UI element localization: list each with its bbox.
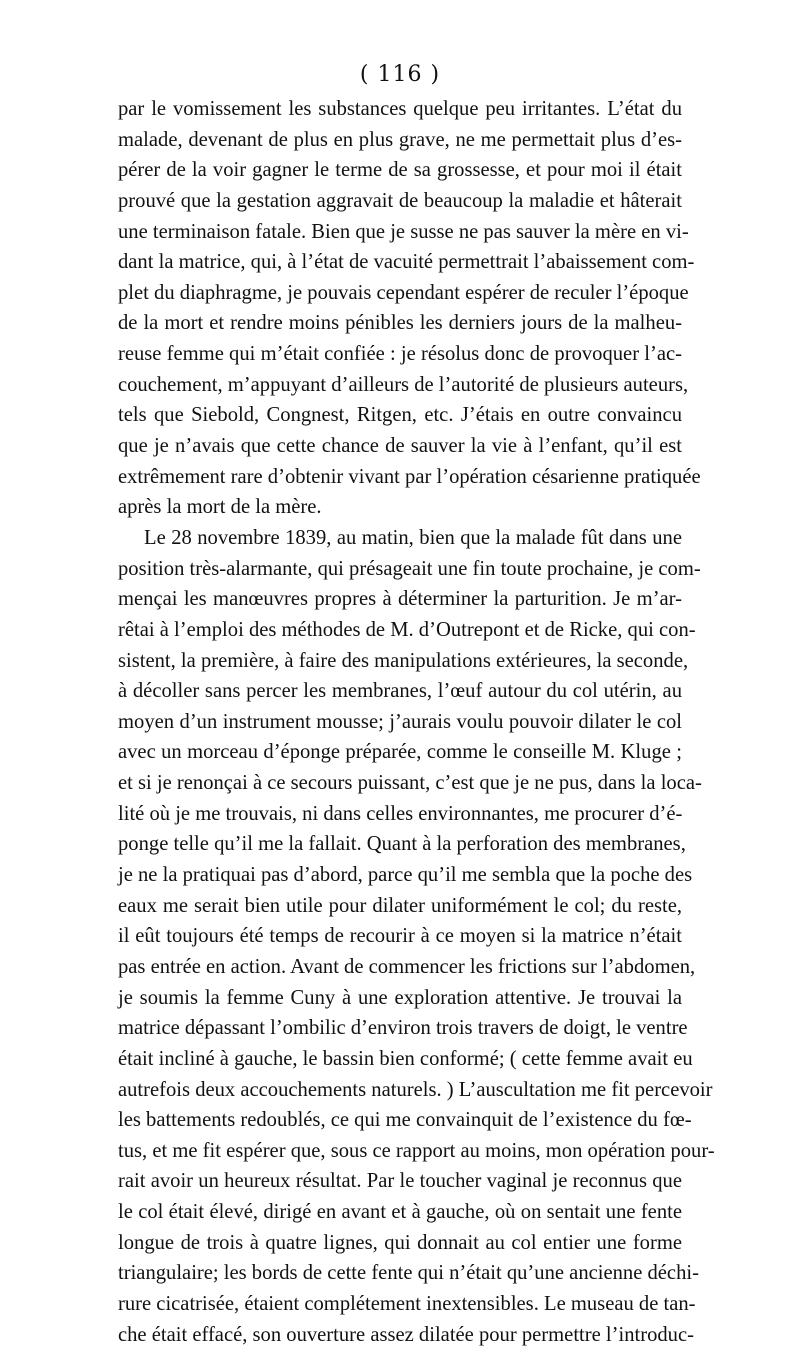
text-line: extrêmement rare d’obtenir vivant par l’opération césarienne pratiquée (118, 465, 701, 488)
text-line: ponge telle qu’il me la fallait. Quant à la perforation des membranes, (118, 833, 686, 856)
text-line: je soumis la femme Cuny à une exploration attentive. Je trouvai la (118, 986, 682, 1009)
text-line: tus, et me fit espérer que, sous ce rapport au moins, mon opération pour- (118, 1139, 715, 1162)
text-line: mençai les manœuvres propres à déterminer la parturition. Je m’ar- (118, 588, 682, 611)
text-line: par le vomissement les substances quelque peu irritantes. L’état du (118, 98, 682, 120)
text-line: et si je renonçai à ce secours puissant, c’est que je ne pus, dans la loca- (118, 772, 702, 795)
text-line: triangulaire; les bords de cette fente qui n’était qu’une ancienne déchi- (118, 1262, 699, 1285)
page-number: ( 116 ) (359, 62, 441, 87)
text-line: che était effacé, son ouverture assez dilatée pour permettre l’introduc- (118, 1323, 694, 1346)
text-line: de la mort et rendre moins pénibles les derniers jours de la malheu- (118, 312, 682, 335)
text-line: pérer de la voir gagner le terme de sa grossesse, et pour moi il était (118, 159, 682, 182)
text-line: était incliné à gauche, le bassin bien conformé; ( cette femme avait eu (118, 1047, 693, 1070)
text-line: pas entrée en action. Avant de commencer les frictions sur l’abdomen, (118, 955, 696, 978)
text-line: je ne la pratiquai pas d’abord, parce qu’il me sembla que la poche des (118, 864, 693, 887)
text-line: les battements redoublés, ce qui me convainquit de l’existence du fœ- (118, 1109, 692, 1132)
text-line: autrefois deux accouchements naturels. ) L’auscultation me fit percevoir (118, 1078, 713, 1101)
text-line: prouvé que la gestation aggravait de beaucoup la maladie et hâterait (118, 189, 682, 212)
text-line: matrice dépassant l’ombilic d’environ trois travers de doigt, le ventre (118, 1017, 688, 1040)
text-line: sistent, la première, à faire des manipulations extérieures, la seconde, (118, 649, 689, 672)
text-line: que je n’avais que cette chance de sauver la vie à l’enfant, qu’il est (118, 435, 682, 458)
text-line: dant la matrice, qui, à l’état de vacuité permettrait l’abaissement com- (118, 251, 695, 274)
text-line: à décoller sans percer les membranes, l’œuf autour du col utérin, au (118, 680, 682, 703)
text-line: moyen d’un instrument mousse; j’aurais voulu pouvoir dilater le col (118, 710, 682, 733)
text-line: plet du diaphragme, je pouvais cependant espérer de reculer l’époque (118, 281, 689, 304)
text-line: il eût toujours été temps de recourir à ce moyen si la matrice n’était (118, 925, 682, 948)
paragraph-first-line: Le 28 novembre 1839, au matin, bien que la malade fût dans une (144, 526, 682, 549)
text-line: lité où je me trouvais, ni dans celles environnantes, me procurer d’é- (118, 802, 683, 825)
text-line: longue de trois à quatre lignes, qui donnait au col entier une forme (118, 1231, 682, 1254)
text-line: après la mort de la mère. (118, 496, 322, 519)
text-line: rait avoir un heureux résultat. Par le toucher vaginal je reconnus que (118, 1170, 682, 1193)
text-line: malade, devenant de plus en plus grave, ne me permettait plus d’es- (118, 128, 682, 151)
text-line: une terminaison fatale. Bien que je susse ne pas sauver la mère en vi- (118, 220, 689, 243)
text-line: eaux me serait bien utile pour dilater uniformément le col; du reste, (118, 894, 682, 917)
body-text (118, 94, 715, 1350)
text-line: position très-alarmante, qui présageait une fin toute prochaine, je com- (118, 557, 701, 580)
text-line: le col était élevé, dirigé en avant et à gauche, où on sentait une fente (118, 1201, 682, 1224)
text-line: avec un morceau d’éponge préparée, comme le conseille M. Kluge ; (118, 741, 682, 764)
text-line: couchement, m’appuyant d’ailleurs de l’autorité de plusieurs auteurs, (118, 373, 689, 396)
text-line: rêtai à l’emploi des méthodes de M. d’Outrepont et de Ricke, qui con- (118, 618, 696, 641)
text-line: rure cicatrisée, étaient complétement inextensibles. Le museau de tan- (118, 1292, 696, 1315)
text-line: tels que Siebold, Congnest, Ritgen, etc. J’étais en outre convaincu (118, 404, 682, 427)
text-line: reuse femme qui m’était confiée : je résolus donc de provoquer l’ac- (118, 343, 682, 366)
